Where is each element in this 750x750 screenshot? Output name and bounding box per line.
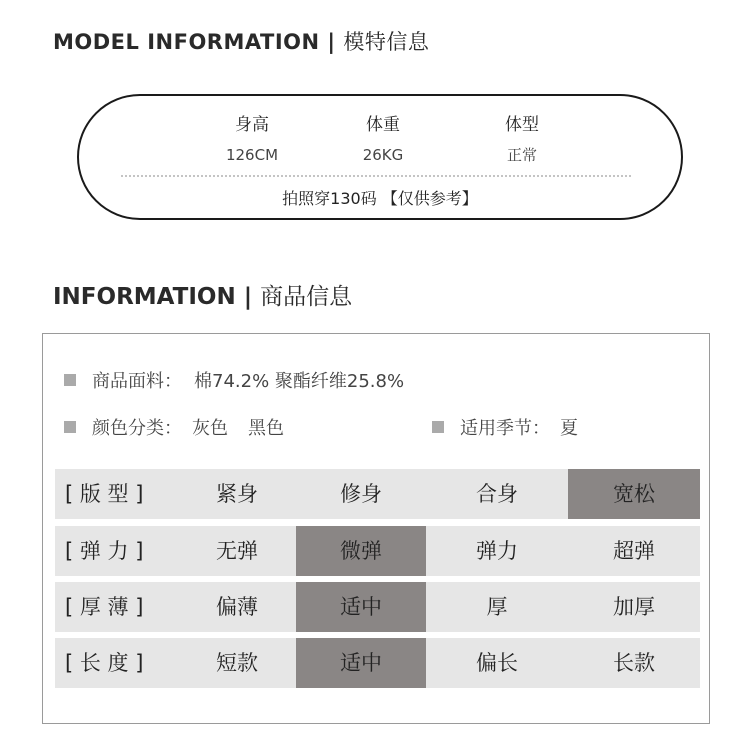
product-information-title: [53, 278, 352, 311]
fit-row: [55, 469, 700, 519]
fit-option-tight: 紧身: [178, 469, 296, 519]
elasticity-option-stretch: 弹力: [426, 526, 568, 576]
thickness-label: [ 厚 薄 ]: [55, 582, 178, 632]
fabric-value: 棉74.2% 聚酯纤维25.8%: [194, 371, 405, 392]
weight-value: 26KG: [362, 146, 404, 164]
length-row: [55, 638, 700, 688]
elasticity-option-none: 无弹: [178, 526, 296, 576]
model-title-zh: 模特信息: [343, 30, 430, 54]
model-title-separator: |: [327, 30, 336, 54]
color-label: 颜色分类：: [92, 418, 182, 439]
fit-option-loose: 宽松: [568, 469, 700, 519]
thickness-option-extra-thick: 加厚: [568, 582, 700, 632]
thickness-option-medium: 适中: [296, 582, 426, 632]
body-type-value: 正常: [506, 146, 537, 164]
elasticity-option-slight: 微弹: [296, 526, 426, 576]
fabric-label: 商品面料：: [92, 371, 182, 392]
dotted-divider: [121, 175, 631, 177]
model-title-en: MODEL INFORMATION: [53, 30, 320, 54]
color-line: [64, 417, 284, 441]
model-size-note: 拍照穿130码 【仅供参考】: [282, 189, 478, 208]
height-value: 126CM: [225, 146, 279, 164]
weight-label: 体重: [366, 115, 400, 135]
model-height-column: [207, 113, 297, 165]
elasticity-row: [55, 526, 700, 576]
season-line: [432, 417, 578, 441]
length-label: [ 长 度 ]: [55, 638, 178, 688]
elasticity-label: [ 弹 力 ]: [55, 526, 178, 576]
model-info-box: [77, 94, 683, 220]
model-weight-column: [338, 113, 428, 165]
gray-square-bullet-icon: [64, 421, 76, 433]
elasticity-option-super: 超弹: [568, 526, 700, 576]
thickness-option-thick: 厚: [426, 582, 568, 632]
color-value-black: 黑色: [248, 418, 284, 439]
season-value: 夏: [560, 418, 578, 439]
thickness-option-thin: 偏薄: [178, 582, 296, 632]
thickness-row: [55, 582, 700, 632]
gray-square-bullet-icon: [64, 374, 76, 386]
length-option-longish: 偏长: [426, 638, 568, 688]
info-title-zh: 商品信息: [260, 284, 353, 310]
model-body-type-column: [477, 113, 567, 165]
length-option-medium: 适中: [296, 638, 426, 688]
fit-option-regular: 合身: [426, 469, 568, 519]
season-label: 适用季节：: [460, 418, 550, 439]
product-info-box: [42, 333, 710, 724]
fit-label: [ 版 型 ]: [55, 469, 178, 519]
gray-square-bullet-icon: [432, 421, 444, 433]
info-title-en: INFORMATION: [53, 284, 236, 310]
info-title-separator: |: [243, 284, 253, 310]
fabric-line: [64, 370, 404, 394]
color-value-gray: 灰色: [192, 418, 228, 439]
model-information-title: [53, 26, 429, 56]
height-label: 身高: [235, 115, 269, 135]
body-type-label: 体型: [505, 115, 539, 135]
fit-option-slim: 修身: [296, 469, 426, 519]
length-option-short: 短款: [178, 638, 296, 688]
length-option-long: 长款: [568, 638, 700, 688]
